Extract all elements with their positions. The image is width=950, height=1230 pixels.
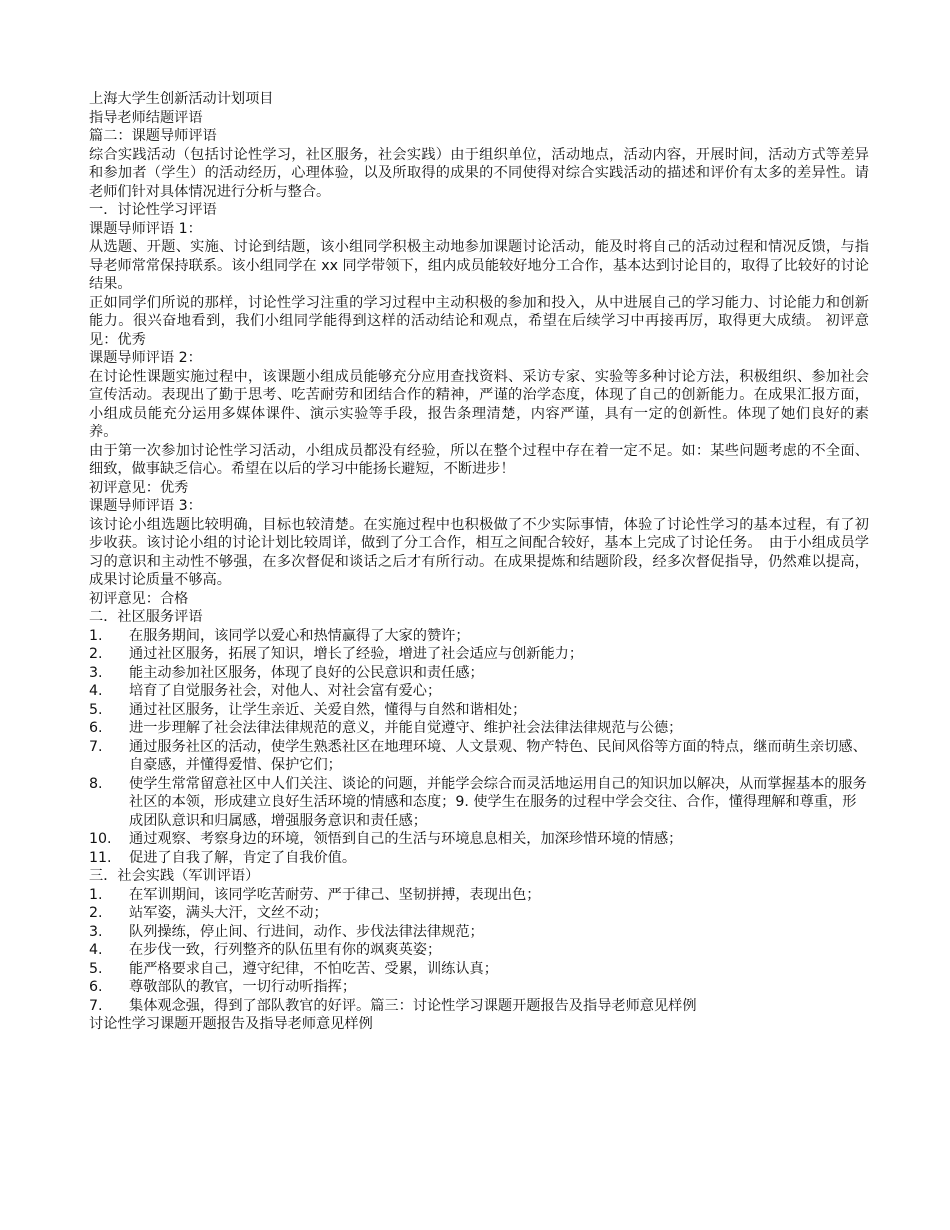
comment2-label: 课题导师评语 2： [89, 350, 202, 366]
list-item [89, 775, 869, 831]
list-item [89, 738, 869, 775]
list-number: 3. [89, 664, 103, 681]
list-text: 在服务期间，该同学以爱心和热情赢得了大家的赞许； [129, 627, 470, 644]
list-number: 6. [89, 720, 103, 736]
list-text: 在军训期间，该同学吃苦耐劳、严于律己、坚韧拼搏，表现出色； [129, 886, 541, 903]
comment2-paragraph-2: 由于第一次参加讨论性学习活动，小组成员都没有经验，所以在整个过程中存在着一定不足。如：某些问题考虑的不全面、细致，做事缺乏信心。希望在以后的学习中能扬长避短，不断进步！ [89, 442, 869, 477]
list-number: 5. [89, 701, 103, 718]
part2-heading: 篇二：课题导师评语 [89, 128, 217, 144]
list-item [89, 664, 869, 683]
list-number: 4. [89, 942, 103, 958]
list-item [89, 923, 869, 942]
comment3-label: 课题导师评语 3： [89, 498, 202, 514]
list-item [89, 682, 869, 701]
list-text: 通过服务社区的活动，使学生熟悉社区在地理环境、人文景观、物产特色、民间风俗等方面的特点，继而萌生亲切感、自豪感，并懂得爱惜、保护它们； [129, 738, 867, 773]
intro-paragraph: 综合实践活动（包括讨论性学习，社区服务，社会实践）由于组织单位，活动地点，活动内容，开展时间，活动方式等差异和参加者（学生）的活动经历，心理体验，以及所取得的成果的不同使得对综合实践活动的描述和评价有太多的差异性。请老师们针对具体情况进行分析与整合。 [89, 146, 869, 200]
section2-heading: 二．社区服务评语 [89, 609, 203, 625]
list-item [89, 978, 869, 997]
list-text: 培育了自觉服务社会，对他人、对社会富有爱心； [129, 683, 442, 699]
list-number: 7. [89, 738, 103, 755]
list-text: 集体观念强，得到了部队教官的好评。篇三：讨论性学习课题开题报告及指导老师意见样例 [129, 997, 697, 1014]
list-number: 2. [89, 905, 103, 921]
section3-list [89, 886, 869, 1016]
list-item [89, 849, 869, 868]
list-text: 通过社区服务，拓展了知识，增长了经验，增进了社会适应与创新能力； [129, 646, 584, 662]
list-item [89, 719, 869, 738]
list-item [89, 645, 869, 664]
list-text: 能严格要求自己，遵守纪律，不怕吃苦、受累，训练认真； [129, 960, 498, 977]
list-number: 3. [89, 923, 103, 940]
list-number: 7. [89, 997, 103, 1014]
list-number: 4. [89, 683, 103, 699]
list-number: 8. [89, 775, 103, 792]
list-text: 在步伐一致，行列整齐的队伍里有你的飒爽英姿； [129, 942, 442, 958]
list-text: 通过观察、考察身边的环境，领悟到自己的生活与环境息息相关，加深珍惜环境的情感； [129, 831, 683, 847]
list-text: 通过社区服务，让学生亲近、关爱自然，懂得与自然和谐相处； [129, 701, 527, 718]
list-text: 促进了自我了解，肯定了自我价值。 [129, 849, 357, 866]
list-text: 能主动参加社区服务，体现了良好的公民意识和责任感； [129, 664, 484, 681]
section3-heading: 三．社会实践（军训评语） [89, 868, 260, 884]
list-number: 1. [89, 886, 103, 903]
comment3-result: 初评意见：合格 [89, 590, 189, 607]
comment2-result: 初评意见：优秀 [89, 479, 189, 496]
list-item [89, 941, 869, 960]
list-number: 2. [89, 646, 103, 662]
list-item [89, 997, 869, 1016]
comment3-paragraph-1: 该讨论小组选题比较明确，目标也较清楚。在实施过程中也积极做了不少实际事情，体验了讨论性学习的基本过程，有了初步收获。该讨论小组的讨论计划比较周详，做到了分工合作，相互之间配合较好，基本上完成了讨论任务。 由于小组成员学习的意识和主动性不够强，在多次督促和谈话之后才有所行动。在成果提炼和结题阶段，经多次督促指导，仍然难以提高，成果讨论质量不够高。 [89, 516, 869, 588]
comment1-paragraph-1: 从选题、开题、实施、讨论到结题，该小组同学积极主动地参加课题讨论活动，能及时将自己的活动过程和情况反馈，与指导老师常常保持联系。该小组同学在 xx 同学带领下，组内成员能较好地分工合作，基本达到讨论目的，取得了比较好的讨论结果。 [89, 239, 869, 292]
list-text: 队列操练，停止间、行进间，动作、步伐法律法律规范； [129, 923, 484, 940]
comment1-label: 课题导师评语 1： [89, 220, 202, 237]
list-item [89, 904, 869, 923]
list-number: 10. [89, 831, 112, 847]
doc-title-line-1: 上海大学生创新活动计划项目 [89, 91, 274, 107]
document-page [89, 90, 869, 1034]
list-item [89, 886, 869, 905]
comment2-paragraph-1: 在讨论性课题实施过程中，该课题小组成员能够充分应用查找资料、采访专家、实验等多种讨论方法，积极组织、参加社会宣传活动。表现出了勤于思考、吃苦耐劳和团结合作的精神，严谨的治学态度，体现了自己的创新能力。在成果汇报方面，小组成员能充分运用多媒体课件、演示实验等手段，报告条理清楚，内容严谨，具有一定的创新性。体现了她们良好的素养。 [89, 368, 869, 440]
closing-line: 讨论性学习课题开题报告及指导老师意见样例 [89, 1016, 373, 1032]
list-text: 使学生常常留意社区中人们关注、谈论的问题，并能学会综合而灵活地运用自己的知识加以解决，从而掌握基本的服务社区的本领，形成建立良好生活环境的情感和态度；9. 使学生在服务的过程中学会交往、合作，懂得理解和尊重，形成团队意识和归属感，增强服务意识和责任感； [129, 775, 867, 829]
list-item [89, 830, 869, 849]
list-item [89, 701, 869, 720]
section2-list [89, 627, 869, 868]
list-text: 站军姿，满头大汗，文丝不动； [129, 905, 328, 921]
section1-heading: 一．讨论性学习评语 [89, 202, 217, 218]
doc-title-line-2: 指导老师结题评语 [89, 109, 203, 126]
list-text: 进一步理解了社会法律法律规范的意义，并能自觉遵守、维护社会法律法律规范与公德； [129, 720, 683, 736]
list-number: 6. [89, 979, 103, 995]
list-number: 11. [89, 849, 112, 866]
list-item [89, 960, 869, 979]
list-number: 1. [89, 627, 103, 644]
list-number: 5. [89, 960, 103, 977]
list-text: 尊敬部队的教官，一切行动听指挥； [129, 979, 357, 995]
list-item [89, 627, 869, 646]
comment1-paragraph-2: 正如同学们所说的那样，讨论性学习注重的学习过程中主动积极的参加和投入，从中进展自己的学习能力、讨论能力和创新能力。很兴奋地看到，我们小组同学能得到这样的活动结论和观点，希望在后续学习中再接再厉，取得更大成绩。 初评意见：优秀 [89, 294, 869, 348]
